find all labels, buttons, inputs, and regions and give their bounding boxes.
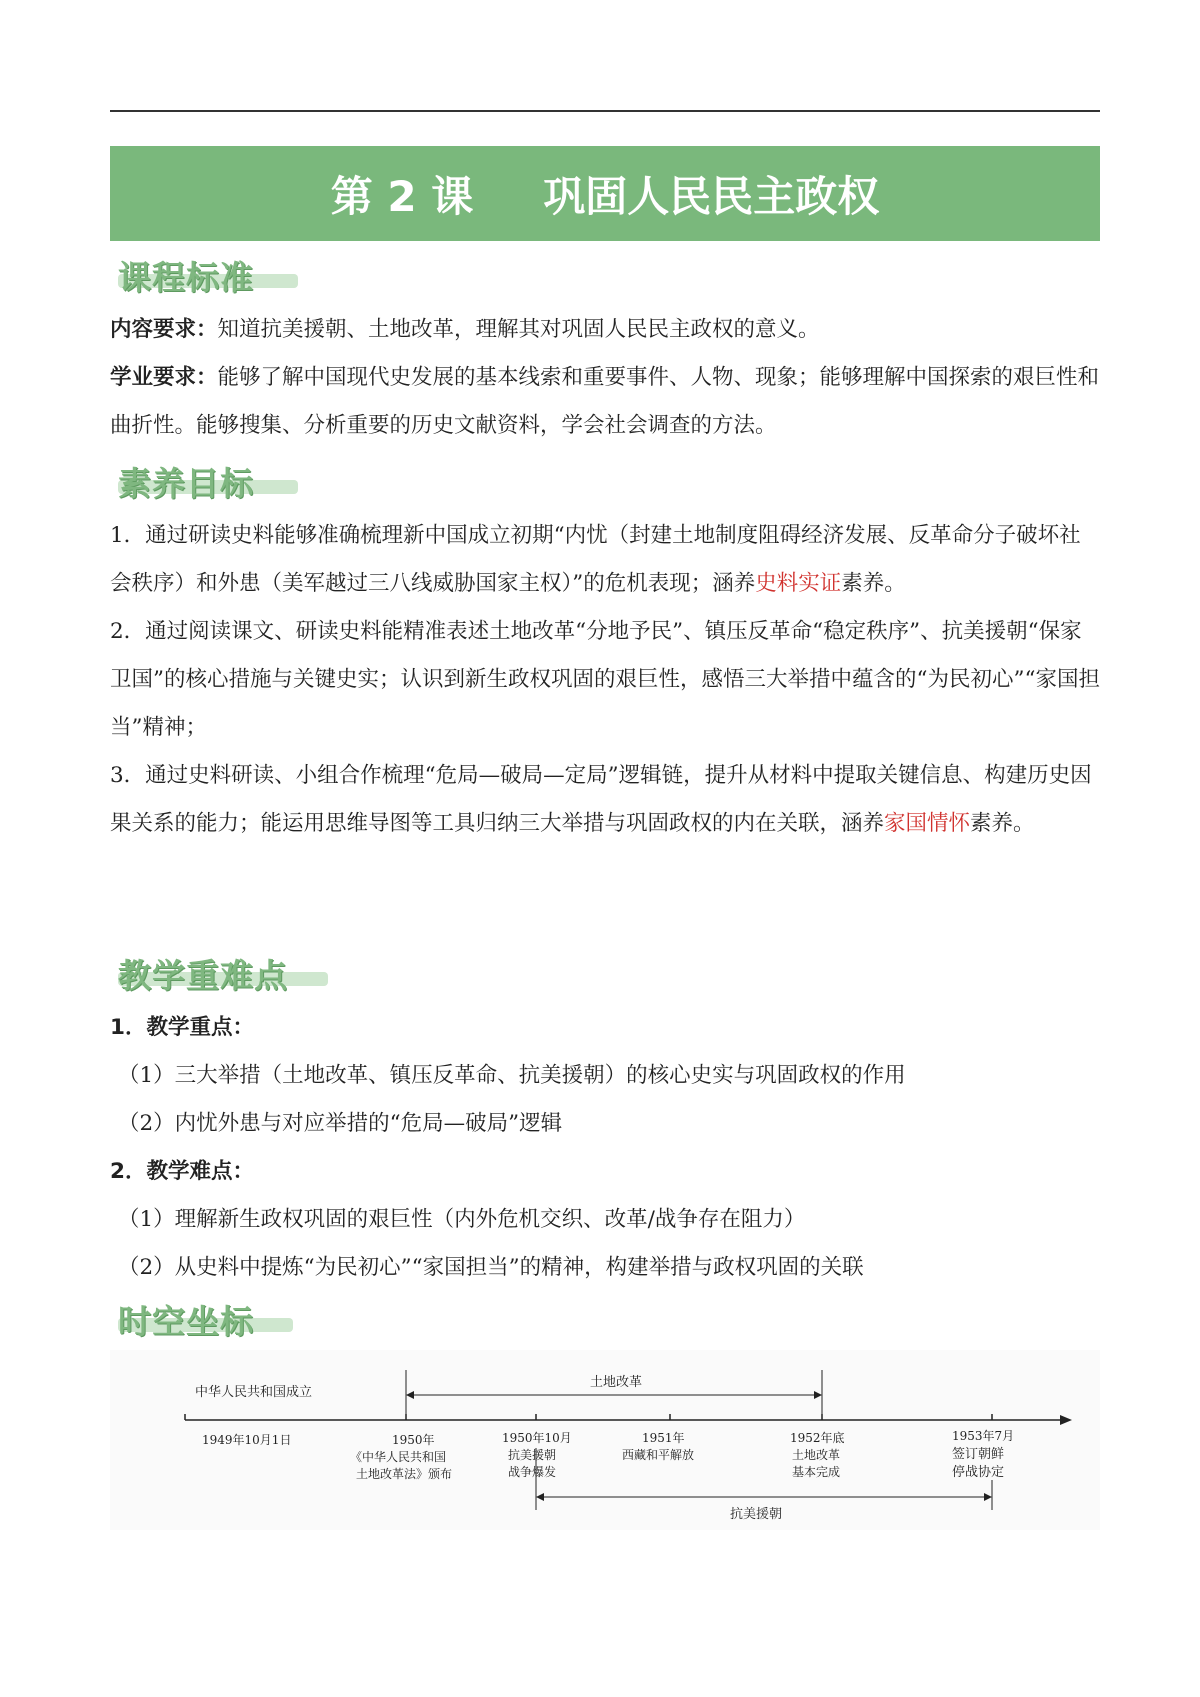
event-desc: 基本完成: [792, 1465, 841, 1479]
section-heading-key-points: 教学重难点: [118, 950, 288, 994]
goal-3: 3．通过史料研读、小组合作梳理“危局—破局—定局”逻辑链，提升从材料中提取关键信息、构建历史因果关系的能力；能运用思维导图等工具归纳三大举措与巩固政权的内在关联，涵养家国情怀素养。: [110, 763, 1092, 836]
section-heading-literacy: 素养目标: [118, 458, 254, 502]
event-desc: 战争爆发: [508, 1465, 557, 1479]
key-points-block: [110, 1004, 1100, 1292]
event-desc: 停战协定: [952, 1465, 1005, 1480]
event-desc: 土地改革: [792, 1448, 841, 1462]
founding-label: 中华人民共和国成立: [195, 1385, 313, 1400]
event-date: 1951年: [642, 1431, 685, 1445]
event-date: 1950年: [392, 1433, 435, 1447]
event-desc: 土地改革法》颁布: [356, 1467, 453, 1481]
event-date: 1952年底: [790, 1431, 845, 1445]
standard-block: [110, 306, 1100, 450]
timeline-diagram: [110, 1350, 1100, 1530]
event-date: 1950年10月: [502, 1431, 572, 1445]
event-desc: 签订朝鲜: [952, 1447, 1005, 1462]
event-desc: 《中华人民共和国: [350, 1450, 447, 1464]
top-rule: [110, 110, 1100, 112]
difficulty-item: （1）理解新生政权巩固的艰巨性（内外危机交织、改革/战争存在阻力）: [118, 1207, 806, 1232]
event-date: 1949年10月1日: [202, 1433, 292, 1447]
section-heading-standard: 课程标准: [118, 252, 254, 296]
title-banner: [110, 146, 1100, 241]
goals-block: [110, 512, 1100, 848]
event-desc: 抗美援朝: [508, 1448, 557, 1462]
difficulty-item: （2）从史料中提炼“为民初心”“家国担当”的精神，构建举措与政权巩固的关联: [118, 1255, 864, 1280]
event-date: 1953年7月: [952, 1429, 1015, 1443]
focus-label: 1．教学重点：: [110, 1015, 254, 1040]
difficulty-label: 2．教学难点：: [110, 1159, 254, 1184]
resist-aid-label: 抗美援朝: [730, 1507, 783, 1522]
section-heading-timeline: 时空坐标: [118, 1296, 254, 1340]
content-requirement: 内容要求：知道抗美援朝、土地改革，理解其对巩固人民民主政权的意义。: [110, 317, 820, 342]
study-requirement: 学业要求：能够了解中国现代史发展的基本线索和重要事件、人物、现象；能够理解中国探索的艰巨性和曲折性。能够搜集、分析重要的历史文献资料，学会社会调查的方法。: [110, 365, 1100, 438]
focus-item: （1）三大举措（土地改革、镇压反革命、抗美援朝）的核心史实与巩固政权的作用: [118, 1063, 906, 1088]
goal-2: 2．通过阅读课文、研读史料能精准表述土地改革“分地予民”、镇压反革命“稳定秩序”、抗美援朝“保家卫国”的核心措施与关键史实；认识到新生政权巩固的艰巨性，感悟三大举措中蕴含的“为民初心”“家国担当”精神；: [110, 619, 1100, 740]
goal-1: 1．通过研读史料能够准确梳理新中国成立初期“内忧（封建土地制度阻碍经济发展、反革命分子破坏社会秩序）和外患（美军越过三八线威胁国家主权）”的危机表现；涵养史料实证素养。: [110, 523, 1081, 596]
event-desc: 西藏和平解放: [622, 1448, 695, 1462]
land-reform-label: 土地改革: [590, 1375, 643, 1390]
focus-item: （2）内忧外患与对应举措的“危局—破局”逻辑: [118, 1111, 563, 1136]
lesson-number: 第 2 课: [330, 171, 474, 221]
lesson-title: 巩固人民民主政权: [543, 171, 880, 221]
